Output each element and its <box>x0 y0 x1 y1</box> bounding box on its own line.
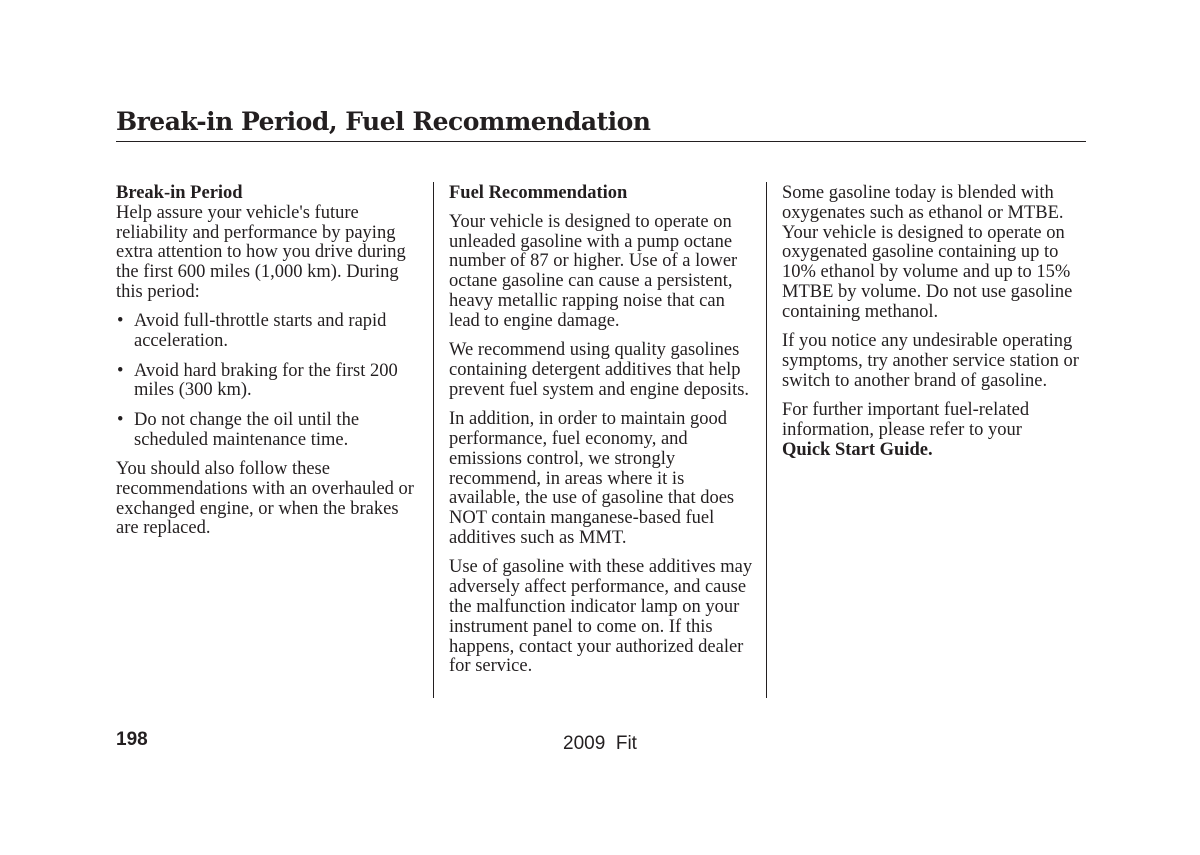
bullet-icon: • <box>117 409 124 430</box>
fuel-paragraph: We recommend using quality gasolines containing detergent additives that help prevent fuel system and engine deposits. <box>449 340 750 400</box>
list-item <box>116 411 424 451</box>
column-divider <box>766 182 767 698</box>
break-in-column <box>116 184 424 549</box>
oxygenates-paragraph: Some gasoline today is blended with oxygenates such as ethanol or MTBE. Your vehicle is designed to operate on oxygenated gasoline containing up to 10% ethanol by volume and up to 15% MTBE by volume. Do not use gasoline containing methanol. <box>782 183 1073 322</box>
break-in-section <box>116 184 424 303</box>
page-number: 198 <box>116 729 148 750</box>
quick-start-guide-title: Quick Start Guide. <box>782 439 933 460</box>
bullet-text: Avoid full-throttle starts and rapid acceleration. <box>134 311 387 352</box>
fuel-paragraph: Use of gasoline with these additives may adversely affect performance, and cause the malfunction indicator lamp on your instrument panel to come on. If this happens, contact your authorized dealer for service. <box>449 557 753 677</box>
fuel-column <box>449 184 755 687</box>
bullet-text: Do not change the oil until the scheduled maintenance time. <box>134 409 360 450</box>
footer-model: 2009 Fit <box>563 733 637 754</box>
title-rule <box>116 141 1086 142</box>
bullet-icon: • <box>117 311 124 332</box>
column-divider <box>433 182 434 698</box>
oxygenates-paragraph: If you notice any undesirable operating symptoms, try another service station or switch to another brand of gasoline. <box>782 331 1079 391</box>
reference-text: For further important fuel-related information, please refer to your <box>782 400 1030 440</box>
page-title: Break-in Period, Fuel Recommendation <box>116 107 651 136</box>
bullet-text: Avoid hard braking for the first 200 miles (300 km). <box>134 360 398 401</box>
fuel-heading: Fuel Recommendation <box>449 183 628 203</box>
break-in-heading: Break-in Period <box>116 183 243 203</box>
break-in-intro: Help assure your vehicle's future reliability and performance by paying extra attention to how you drive during the first 600 miles (1,000 km). During this period: <box>116 202 406 302</box>
fuel-paragraph: In addition, in order to maintain good performance, fuel economy, and emissions control, we strongly recommend, in areas where it is available, the use of gasoline that does NOT contain manganese-based fuel additives such as MMT. <box>449 409 735 548</box>
reference-paragraph <box>782 401 1088 460</box>
fuel-paragraph: Your vehicle is designed to operate on unleaded gasoline with a pump octane number of 87 or higher. Use of a lower octane gasoline can cause a persistent, heavy metallic rapping noise that can lead to engine damage. <box>449 211 738 331</box>
oxygenates-column <box>782 184 1088 470</box>
list-item <box>116 312 424 352</box>
list-item <box>116 362 424 402</box>
fuel-heading-wrapper <box>449 184 755 204</box>
bullet-icon: • <box>117 360 124 381</box>
break-in-bullet-list <box>116 312 424 450</box>
break-in-closing: You should also follow these recommendations with an overhauled or exchanged engine, or when the brakes are replaced. <box>116 458 414 539</box>
